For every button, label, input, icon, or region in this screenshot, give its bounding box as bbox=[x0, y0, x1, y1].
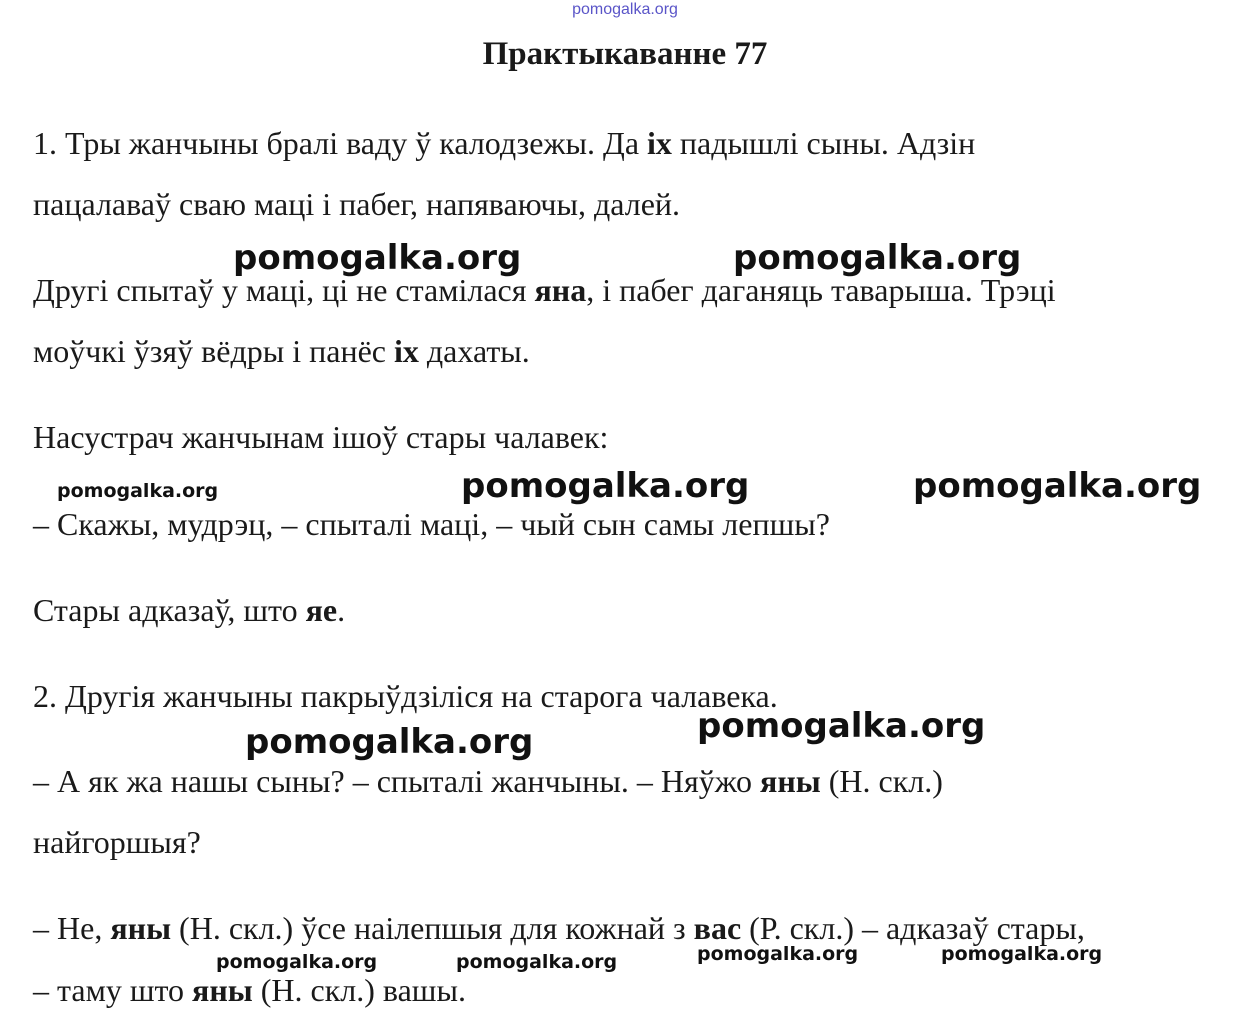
text-line-6: – Скажы, мудрэц, – спыталі маці, – чый сын самы лепшы? bbox=[33, 506, 830, 542]
exercise-title: Практыкаванне 77 bbox=[482, 36, 768, 72]
watermark: pomogalka.org bbox=[57, 480, 219, 502]
text-line-7: Стары адказаў, што яе. bbox=[33, 592, 346, 628]
watermark: pomogalka.org bbox=[461, 466, 750, 506]
text-line-10: найгоршыя? bbox=[33, 824, 201, 860]
watermark: pomogalka.org bbox=[245, 722, 534, 762]
text-line-9: – А як жа нашы сыны? – спыталі жанчыны. – Няўжо яны (Н. скл.) bbox=[33, 763, 943, 799]
text-line-4: моўчкі ўзяў вёдры і панёс іх дахаты. bbox=[33, 333, 530, 369]
watermark: pomogalka.org bbox=[941, 943, 1103, 965]
watermark: pomogalka.org bbox=[233, 238, 522, 278]
text-line-1: 1. Тры жанчыны бралі ваду ў калодзежы. Да іх падышлі сыны. Адзін bbox=[33, 125, 976, 161]
text-line-11: – Не, яны (Н. скл.) ўсе наілепшыя для кожнай з вас (Р. скл.) – адказаў стары, bbox=[33, 910, 1085, 946]
top-watermark: pomogalka.org bbox=[572, 1, 678, 18]
text-line-12: – таму што яны (Н. скл.) вашы. bbox=[33, 972, 466, 1008]
watermark: pomogalka.org bbox=[216, 951, 378, 973]
text-line-8: 2. Другія жанчыны пакрыўдзіліся на старога чалавека. bbox=[33, 678, 778, 714]
watermark: pomogalka.org bbox=[913, 466, 1202, 506]
text-line-3: Другі спытаў у маці, ці не стамілася яна, і пабег даганяць таварыша. Трэці bbox=[33, 272, 1056, 308]
watermark: pomogalka.org bbox=[697, 706, 986, 746]
watermark: pomogalka.org bbox=[456, 951, 618, 973]
text-line-2: пацалаваў сваю маці і пабег, напяваючы, далей. bbox=[33, 186, 681, 222]
text-line-5: Насустрач жанчынам ішоў стары чалавек: bbox=[33, 419, 609, 455]
watermark: pomogalka.org bbox=[733, 238, 1022, 278]
watermark: pomogalka.org bbox=[697, 943, 859, 965]
